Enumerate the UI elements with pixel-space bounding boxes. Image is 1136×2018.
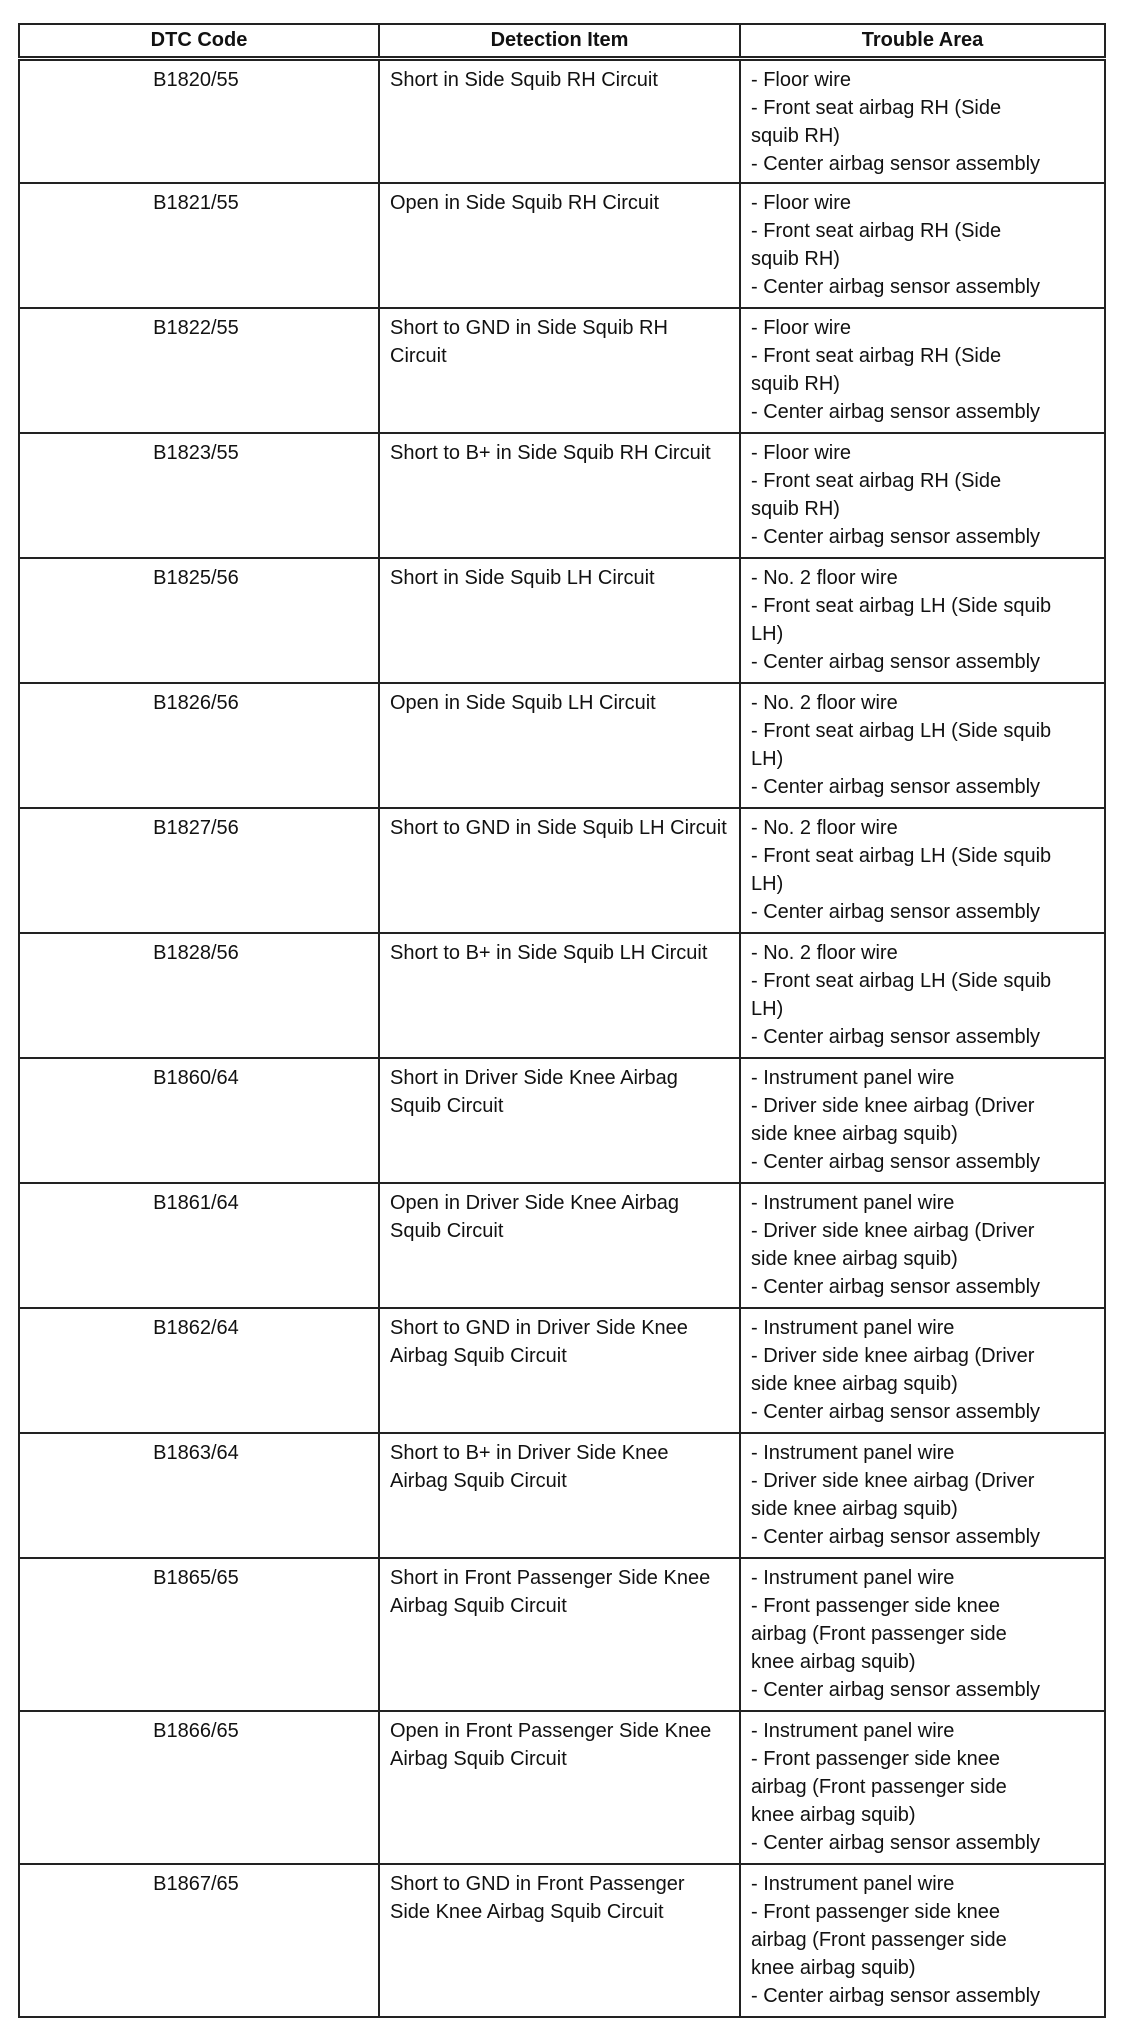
trouble-area-line: - Center airbag sensor assembly <box>751 901 1041 923</box>
trouble-area-line: - Instrument panel wire <box>751 1192 955 1214</box>
trouble-area-line: side knee airbag squib) <box>751 1498 958 1520</box>
trouble-area-line: - Floor wire <box>751 68 852 91</box>
trouble-area-line: - Center airbag sensor assembly <box>751 1832 1041 1854</box>
trouble-area-line: - Floor wire <box>751 442 852 464</box>
trouble-area-line: - Front seat airbag LH (Side squib <box>751 845 1052 867</box>
dtc-code: B1827/56 <box>153 817 239 839</box>
table-row <box>19 933 1105 1058</box>
table-header-row <box>19 24 1105 58</box>
table-row <box>19 1183 1105 1308</box>
dtc-code-cell <box>19 308 379 433</box>
trouble-area-line: airbag (Front passenger side <box>751 1623 1007 1645</box>
table-row <box>19 808 1105 933</box>
table-row <box>19 1058 1105 1183</box>
detection-item: Short in Side Squib RH Circuit <box>390 68 658 91</box>
trouble-area-line: - Front passenger side knee <box>751 1901 1001 1923</box>
dtc-code-cell <box>19 1308 379 1433</box>
dtc-code-cell <box>19 1711 379 1864</box>
trouble-area-line: side knee airbag squib) <box>751 1248 958 1270</box>
dtc-code-cell <box>19 558 379 683</box>
detection-item-cell <box>379 1864 740 2017</box>
trouble-area-cell <box>740 1864 1105 2017</box>
detection-item-cell <box>379 933 740 1058</box>
trouble-area-line: - Front seat airbag LH (Side squib <box>751 595 1052 617</box>
trouble-area-cell <box>740 308 1105 433</box>
trouble-area-line: - Center airbag sensor assembly <box>751 276 1041 298</box>
trouble-area-line: - Floor wire <box>751 192 852 214</box>
dtc-code: B1825/56 <box>153 567 239 589</box>
detection-item: Short to B+ in Side Squib RH Circuit <box>390 442 711 464</box>
dtc-code-cell <box>19 1433 379 1558</box>
detection-item: Short to GND in Side Squib RH Circuit <box>390 317 668 367</box>
header-trouble-area: Trouble Area <box>740 24 1105 58</box>
table-row <box>19 1864 1105 2017</box>
detection-item: Short to B+ in Side Squib LH Circuit <box>390 942 708 964</box>
detection-item-cell <box>379 1058 740 1183</box>
dtc-code: B1826/56 <box>153 692 239 714</box>
trouble-area-line: - Center airbag sensor assembly <box>751 1985 1041 2007</box>
dtc-code: B1865/65 <box>153 1567 239 1589</box>
detection-item: Open in Front Passenger Side Knee Airbag Squib Circuit <box>390 1720 712 1770</box>
trouble-area-line: - Instrument panel wire <box>751 1067 955 1089</box>
table-row <box>19 558 1105 683</box>
table-row <box>19 183 1105 308</box>
trouble-area-cell <box>740 433 1105 558</box>
dtc-code: B1820/55 <box>153 68 239 91</box>
dtc-code: B1822/55 <box>153 317 239 339</box>
trouble-area-line: - Center airbag sensor assembly <box>751 401 1041 423</box>
dtc-code-cell <box>19 683 379 808</box>
trouble-area-line: - Center airbag sensor assembly <box>751 1401 1041 1423</box>
detection-item: Short in Driver Side Knee Airbag Squib Circuit <box>390 1067 678 1117</box>
trouble-area-line: - Driver side knee airbag (Driver <box>751 1470 1035 1492</box>
dtc-code-cell <box>19 1183 379 1308</box>
header-dtc-code: DTC Code <box>19 24 379 58</box>
detection-item: Short in Side Squib LH Circuit <box>390 567 655 589</box>
dtc-table <box>18 23 1106 2018</box>
trouble-area-line: squib RH) <box>751 373 840 395</box>
detection-item-cell <box>379 58 740 183</box>
trouble-area-line: - Center airbag sensor assembly <box>751 1151 1041 1173</box>
dtc-code-cell <box>19 433 379 558</box>
detection-item-cell <box>379 308 740 433</box>
table-row <box>19 683 1105 808</box>
trouble-area-line: LH) <box>751 748 784 770</box>
trouble-area-line: - Front seat airbag RH (Side <box>751 345 1002 367</box>
detection-item-cell <box>379 1433 740 1558</box>
detection-item-cell <box>379 683 740 808</box>
trouble-area-line: - Center airbag sensor assembly <box>751 776 1041 798</box>
dtc-code-cell <box>19 1864 379 2017</box>
table-row <box>19 58 1105 183</box>
trouble-area-line: LH) <box>751 998 784 1020</box>
trouble-area-line: - Instrument panel wire <box>751 1873 955 1895</box>
trouble-area-line: squib RH) <box>751 248 840 270</box>
dtc-code-cell <box>19 808 379 933</box>
trouble-area-line: squib RH) <box>751 498 840 520</box>
trouble-area-cell <box>740 1183 1105 1308</box>
trouble-area-cell <box>740 683 1105 808</box>
detection-item: Open in Driver Side Knee Airbag Squib Circuit <box>390 1192 680 1242</box>
trouble-area-line: - Instrument panel wire <box>751 1442 955 1464</box>
trouble-area-line: - No. 2 floor wire <box>751 942 898 964</box>
trouble-area-line: - Driver side knee airbag (Driver <box>751 1220 1035 1242</box>
trouble-area-line: - Driver side knee airbag (Driver <box>751 1345 1035 1367</box>
trouble-area-cell <box>740 808 1105 933</box>
dtc-code-cell <box>19 1058 379 1183</box>
dtc-code-cell <box>19 58 379 183</box>
table-body <box>19 58 1105 2017</box>
dtc-code: B1862/64 <box>153 1317 239 1339</box>
dtc-code: B1866/65 <box>153 1720 239 1742</box>
detection-item: Open in Side Squib RH Circuit <box>390 192 660 214</box>
trouble-area-line: - Front seat airbag RH (Side <box>751 96 1002 119</box>
header-detection-item: Detection Item <box>379 24 740 58</box>
detection-item-cell <box>379 1183 740 1308</box>
detection-item-cell <box>379 1558 740 1711</box>
detection-item: Short to B+ in Driver Side Knee Airbag Squib Circuit <box>390 1442 669 1492</box>
trouble-area-cell <box>740 1308 1105 1433</box>
trouble-area-line: - Floor wire <box>751 317 852 339</box>
trouble-area-line: - Center airbag sensor assembly <box>751 1526 1041 1548</box>
dtc-code-cell <box>19 933 379 1058</box>
trouble-area-line: - Front seat airbag RH (Side <box>751 470 1002 492</box>
trouble-area-line: - Center airbag sensor assembly <box>751 1026 1041 1048</box>
detection-item: Short to GND in Front Passenger Side Knee Airbag Squib Circuit <box>390 1873 685 1923</box>
trouble-area-line: side knee airbag squib) <box>751 1123 958 1145</box>
trouble-area-line: knee airbag squib) <box>751 1804 916 1826</box>
trouble-area-line: LH) <box>751 623 784 645</box>
trouble-area-cell <box>740 183 1105 308</box>
trouble-area-cell <box>740 558 1105 683</box>
trouble-area-line: - No. 2 floor wire <box>751 817 898 839</box>
dtc-code-cell <box>19 1558 379 1711</box>
table-row <box>19 308 1105 433</box>
detection-item: Short to GND in Side Squib LH Circuit <box>390 817 727 839</box>
table-row <box>19 1711 1105 1864</box>
trouble-area-line: airbag (Front passenger side <box>751 1929 1007 1951</box>
dtc-code: B1828/56 <box>153 942 239 964</box>
trouble-area-line: - Front seat airbag LH (Side squib <box>751 970 1052 992</box>
table-row <box>19 433 1105 558</box>
trouble-area-cell <box>740 1558 1105 1711</box>
trouble-area-cell <box>740 1711 1105 1864</box>
trouble-area-line: - Instrument panel wire <box>751 1720 955 1742</box>
trouble-area-line: - Center airbag sensor assembly <box>751 1679 1041 1701</box>
detection-item: Open in Side Squib LH Circuit <box>390 692 656 714</box>
trouble-area-line: knee airbag squib) <box>751 1957 916 1979</box>
detection-item-cell <box>379 183 740 308</box>
trouble-area-line: - Front passenger side knee <box>751 1748 1001 1770</box>
trouble-area-line: - Instrument panel wire <box>751 1567 955 1589</box>
trouble-area-cell <box>740 58 1105 183</box>
trouble-area-line: - No. 2 floor wire <box>751 567 898 589</box>
detection-item: Short in Front Passenger Side Knee Airbag Squib Circuit <box>390 1567 711 1617</box>
trouble-area-cell <box>740 933 1105 1058</box>
trouble-area-line: - Front passenger side knee <box>751 1595 1001 1617</box>
trouble-area-line: - Center airbag sensor assembly <box>751 651 1041 673</box>
table-row <box>19 1433 1105 1558</box>
detection-item-cell <box>379 1711 740 1864</box>
table-row <box>19 1308 1105 1433</box>
trouble-area-cell <box>740 1058 1105 1183</box>
dtc-code: B1867/65 <box>153 1873 239 1895</box>
trouble-area-line: - Driver side knee airbag (Driver <box>751 1095 1035 1117</box>
trouble-area-line: airbag (Front passenger side <box>751 1776 1007 1798</box>
detection-item-cell <box>379 433 740 558</box>
dtc-code: B1860/64 <box>153 1067 239 1089</box>
trouble-area-line: - No. 2 floor wire <box>751 692 898 714</box>
trouble-area-line: - Instrument panel wire <box>751 1317 955 1339</box>
dtc-code: B1863/64 <box>153 1442 239 1464</box>
dtc-code: B1821/55 <box>153 192 239 214</box>
trouble-area-line: - Center airbag sensor assembly <box>751 1276 1041 1298</box>
trouble-area-line: - Front seat airbag LH (Side squib <box>751 720 1052 742</box>
table-row <box>19 1558 1105 1711</box>
trouble-area-line: side knee airbag squib) <box>751 1373 958 1395</box>
trouble-area-line: LH) <box>751 873 784 895</box>
trouble-area-line: squib RH) <box>751 124 840 147</box>
dtc-code: B1823/55 <box>153 442 239 464</box>
dtc-code-cell <box>19 183 379 308</box>
detection-item-cell <box>379 1308 740 1433</box>
trouble-area-line: - Front seat airbag RH (Side <box>751 220 1002 242</box>
trouble-area-cell <box>740 1433 1105 1558</box>
detection-item: Short to GND in Driver Side Knee Airbag Squib Circuit <box>390 1317 688 1367</box>
dtc-code: B1861/64 <box>153 1192 239 1214</box>
detection-item-cell <box>379 808 740 933</box>
trouble-area-line: - Center airbag sensor assembly <box>751 152 1041 175</box>
trouble-area-line: knee airbag squib) <box>751 1651 916 1673</box>
trouble-area-line: - Center airbag sensor assembly <box>751 526 1041 548</box>
detection-item-cell <box>379 558 740 683</box>
